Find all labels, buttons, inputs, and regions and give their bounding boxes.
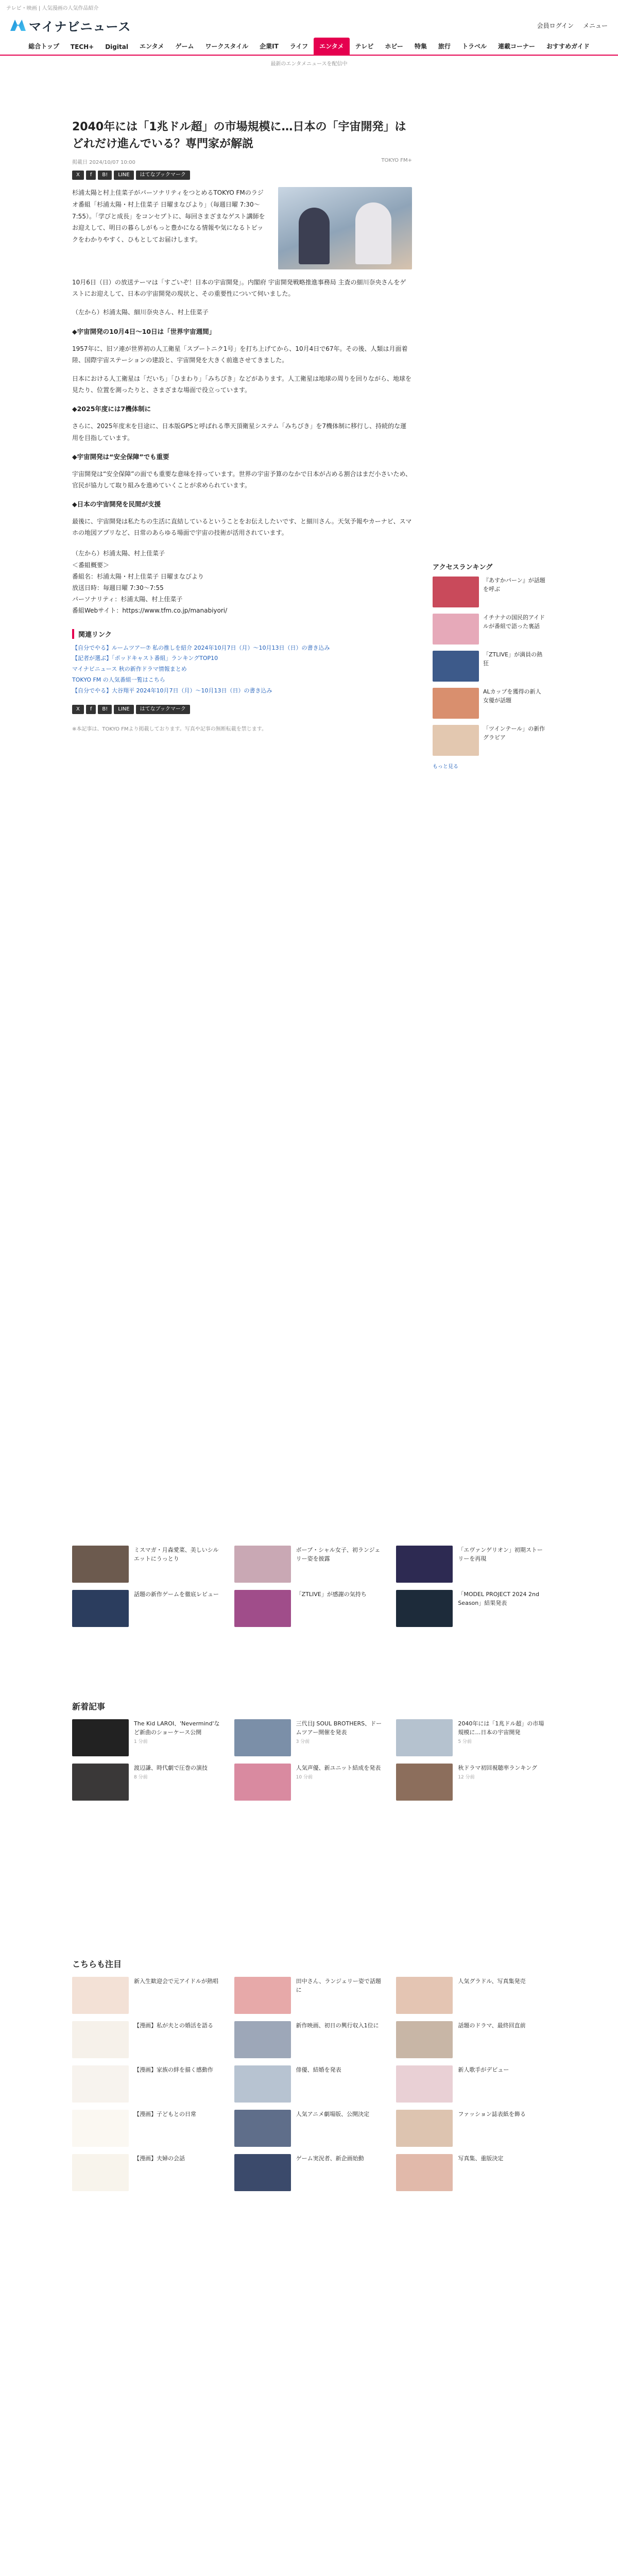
article-card[interactable] xyxy=(72,1590,222,1627)
article-card[interactable] xyxy=(72,1977,222,2014)
card-thumbnail xyxy=(234,2110,291,2147)
ranking-title: 「ZTLIVE」が満員の熱狂 xyxy=(483,651,543,667)
card-thumbnail xyxy=(396,1719,453,1756)
new-articles-grid xyxy=(72,1719,546,1801)
card-title: The Kid LAROI、'Nevermind'など新曲のショーケース公開 xyxy=(134,1720,220,1736)
card-thumbnail xyxy=(72,1977,129,2014)
nav-item[interactable]: ライフ xyxy=(289,43,308,50)
card-text xyxy=(458,1977,525,2014)
article-card[interactable] xyxy=(396,1977,546,2014)
card-thumbnail xyxy=(234,2021,291,2058)
new-articles-title: 新着記事 xyxy=(72,1702,106,1711)
article-photo xyxy=(278,187,412,269)
card-title: 「ZTLIVE」が感謝の気持ち xyxy=(296,1591,367,1598)
article-card[interactable] xyxy=(234,1719,384,1756)
card-title: 「エヴァンゲリオン」初期ストーリーを再現 xyxy=(458,1547,543,1563)
sidebar xyxy=(433,118,546,770)
card-thumbnail xyxy=(234,1719,291,1756)
article-card[interactable] xyxy=(234,2110,384,2147)
card-thumbnail xyxy=(234,1546,291,1583)
card-text xyxy=(296,1764,381,1801)
related-link[interactable]: TOKYO FM の人気番組一覧はこちら xyxy=(72,676,165,684)
article-heading: ◆宇宙開発は“安全保障”でも重要 xyxy=(72,452,169,461)
share-button[interactable]: X xyxy=(72,171,84,180)
card-thumbnail xyxy=(72,2065,129,2103)
ranking-thumbnail xyxy=(433,577,479,607)
article-paragraph: 10月6日（日）の放送テーマは「すごいぞ！日本の宇宙開発」。内閣府 宇宙開発戦略推進事務局 主査の細川奈央さんをゲストにお迎えして、日本の宇宙開発の現状と、その重要性について伺いました。 xyxy=(72,279,406,298)
ranking-item[interactable] xyxy=(433,725,546,756)
card-thumbnail xyxy=(396,1764,453,1801)
card-text xyxy=(458,2154,503,2191)
card-thumbnail xyxy=(396,2065,453,2103)
nav-item[interactable]: ワークスタイル xyxy=(205,43,249,50)
nav-item[interactable]: おすすめガイド xyxy=(546,43,590,50)
share-button[interactable]: f xyxy=(86,171,96,180)
related-link[interactable]: 【自分でやる】大谷翔平 2024年10月7日（月）～10月13日（日）の書き込み xyxy=(72,687,272,694)
card-title: 三代目J SOUL BROTHERS、ドームツアー開催を発表 xyxy=(296,1720,382,1736)
ranking-item[interactable] xyxy=(433,614,546,645)
card-title: ゲーム実況者、新企画始動 xyxy=(296,2155,364,2162)
article-card[interactable] xyxy=(72,1719,222,1756)
credit-line: ＜番組概要＞ xyxy=(72,561,110,569)
card-thumbnail xyxy=(72,2110,129,2147)
topbar xyxy=(0,0,618,14)
card-thumbnail xyxy=(234,1764,291,1801)
article-card[interactable] xyxy=(396,1719,546,1756)
logo-text: マイナビニュース xyxy=(29,19,131,34)
share-buttons xyxy=(72,171,412,180)
ranking-item[interactable] xyxy=(433,688,546,719)
recommend-section xyxy=(72,1546,546,1627)
ranking-title: イチナナの国民的アイドルが番組で語った裏話 xyxy=(483,614,545,630)
credit-line: 番組Webサイト：https://www.tfm.co.jp/manabiyori/ xyxy=(72,607,228,615)
credit-line: 放送日時：毎週日曜 7:30～7:55 xyxy=(72,584,164,591)
credit-line: 番組名：杉浦太陽・村上佳菜子 日曜まなびより xyxy=(72,572,204,580)
site-logo[interactable] xyxy=(10,16,131,35)
ranking-item[interactable] xyxy=(433,577,546,607)
nav-item[interactable]: 連載コーナー xyxy=(497,43,535,50)
nav-item[interactable]: Digital xyxy=(105,43,128,50)
card-title: 人気アニメ劇場版、公開決定 xyxy=(296,2111,370,2117)
header-actions xyxy=(537,21,608,30)
nav-item[interactable]: 旅行 xyxy=(438,43,451,50)
card-text xyxy=(134,1764,208,1801)
card-text xyxy=(458,2021,525,2058)
site-header xyxy=(0,14,618,36)
card-thumbnail xyxy=(72,2154,129,2191)
card-text xyxy=(458,2065,509,2103)
related-list xyxy=(72,643,412,697)
card-text xyxy=(296,2065,341,2103)
article-card[interactable] xyxy=(234,1546,384,1583)
program-credits xyxy=(72,548,412,616)
card-thumbnail xyxy=(72,1764,129,1801)
related-links xyxy=(72,629,412,697)
card-title: 写真集、重版決定 xyxy=(458,2155,504,2162)
card-thumbnail xyxy=(396,2154,453,2191)
nav-item[interactable]: エンタメ xyxy=(139,43,164,50)
card-title: ボーブ・シャル女子、初ランジェリー姿を披露 xyxy=(296,1547,381,1563)
article-card[interactable] xyxy=(234,1590,384,1627)
card-title: 【漫画】夫婦の会話 xyxy=(134,2155,185,2162)
ranking-list xyxy=(433,577,546,756)
article-intro xyxy=(72,187,412,269)
article-card[interactable] xyxy=(234,1764,384,1801)
login-link[interactable]: 会員ログイン xyxy=(537,22,574,29)
card-thumbnail xyxy=(234,1590,291,1627)
ranking-thumbnail xyxy=(433,688,479,719)
article-note: ※本記事は、TOKYO FMより掲載しております。写真や記事の無断転載を禁じます。 xyxy=(72,726,267,733)
card-title: 田中さん、ランジェリー姿で話題に xyxy=(296,1978,381,1994)
nav-item[interactable]: 総合トップ xyxy=(28,43,59,50)
nav-item[interactable]: TECH+ xyxy=(70,43,94,50)
card-title: 新作映画、初日の興行収入1位に xyxy=(296,2022,379,2029)
card-text xyxy=(296,2154,364,2191)
share-button[interactable]: LINE xyxy=(114,705,133,714)
card-text xyxy=(134,1977,218,2014)
ranking-title: ALカップを獲得の新人女優が話題 xyxy=(483,688,541,704)
nav-item[interactable]: ゲーム xyxy=(175,43,194,50)
article-card[interactable] xyxy=(396,2065,546,2103)
article-card[interactable] xyxy=(396,1590,546,1627)
credit-line: （左から）杉浦太陽、村上佳菜子 xyxy=(72,550,165,557)
card-text xyxy=(458,2110,526,2147)
card-title: 俳優、結婚を発表 xyxy=(296,2066,341,2073)
card-text xyxy=(296,2021,379,2058)
card-text xyxy=(296,2110,369,2147)
card-title: 秋ドラマ初回視聴率ランキング xyxy=(458,1765,537,1771)
related-link[interactable]: 【記者が選ぶ】「ポッドキャスト番組」ランキングTOP10 xyxy=(72,655,218,662)
topbar-text: テレビ・映画 | 人気漫画の人気作品紹介 xyxy=(6,5,99,11)
card-thumbnail xyxy=(234,2154,291,2191)
card-thumbnail xyxy=(72,2021,129,2058)
article-card[interactable] xyxy=(234,2065,384,2103)
related-link[interactable]: 【自分でやる】ルームツアー⑦ 私の推しを紹介 2024年10月7日（月）～10月13日（日）の書き込み xyxy=(72,644,330,651)
article-card[interactable] xyxy=(72,2065,222,2103)
card-text xyxy=(134,2110,196,2147)
card-title: 【漫画】私が夫との婚活を語る xyxy=(134,2022,213,2029)
card-date: 10 分前 xyxy=(296,1775,313,1781)
article-meta xyxy=(72,158,412,165)
article-card[interactable] xyxy=(396,2021,546,2058)
article-card[interactable] xyxy=(72,1764,222,1801)
menu-button[interactable]: メニュー xyxy=(582,22,608,29)
ranking-thumbnail xyxy=(433,614,479,645)
card-thumbnail xyxy=(396,1590,453,1627)
article-paragraph: さらに、2025年度末を目途に、日本版GPSと呼ばれる準天頂衛星システム「みちびき」を7機体制に移行し、持続的な運用を目指しています。 xyxy=(72,422,407,442)
card-thumbnail xyxy=(234,1977,291,2014)
nav-item[interactable]: 特集 xyxy=(414,43,427,50)
card-thumbnail xyxy=(72,1590,129,1627)
card-thumbnail xyxy=(72,1719,129,1756)
card-title: 渡辺謙、時代劇で圧巻の演技 xyxy=(134,1765,208,1771)
article-heading: ◆日本の宇宙開発を民間が支援 xyxy=(72,500,161,509)
share-buttons-bottom xyxy=(72,705,412,714)
nav-item[interactable]: エンタメ xyxy=(314,38,350,55)
credit-line: パーソナリティ：杉浦太陽、村上佳菜子 xyxy=(72,596,183,603)
nav-item[interactable]: トラベル xyxy=(461,43,487,50)
card-text xyxy=(134,1546,222,1583)
share-button[interactable]: はてなブックマーク xyxy=(136,705,190,714)
article-card[interactable] xyxy=(234,2021,384,2058)
card-title: 話題の新作ゲームを徹底レビュー xyxy=(134,1591,219,1598)
share-button[interactable]: B! xyxy=(98,705,112,714)
card-title: 人気声優、新ユニット結成を発表 xyxy=(296,1765,381,1771)
card-date: 12 分前 xyxy=(458,1775,475,1781)
article-title: 2040年には「1兆ドル超」の市場規模に…日本の「宇宙開発」はどれだけ進んでいる？専門家が解説 xyxy=(72,121,406,150)
article-card[interactable] xyxy=(234,1977,384,2014)
article-paragraph: 1957年に、旧ソ連が世界初の人工衛星「スプートニク1号」を打ち上げてから、10月4日で67年。その後、人類は月面着陸、国際宇宙ステーションの建設と、宇宙開発を大きく前進させてきました。 xyxy=(72,345,408,364)
card-title: 人気グラドル、写真集発売 xyxy=(458,1978,526,1985)
card-title: 新人歌手がデビュー xyxy=(458,2066,509,2073)
article xyxy=(72,118,412,732)
article-card[interactable] xyxy=(72,2154,222,2191)
attention-section xyxy=(72,1958,546,2191)
share-button[interactable]: はてなブックマーク xyxy=(136,171,190,180)
attention-title: こちらも注目 xyxy=(72,1959,122,1969)
card-thumbnail xyxy=(234,2065,291,2103)
recommend-grid xyxy=(72,1546,546,1627)
card-date: 5 分前 xyxy=(458,1739,472,1745)
card-title: 2040年には「1兆ドル超」の市場規模に…日本の宇宙開発 xyxy=(458,1720,544,1736)
article-card[interactable] xyxy=(72,2110,222,2147)
article-heading: ◆2025年度には7機体制に xyxy=(72,405,151,413)
intro-text: 杉浦太陽と村上佳菜子がパーソナリティをつとめるTOKYO FMのラジオ番組「杉浦太陽・村上佳菜子 日曜まなびより」（毎週日曜 7:30～7:55）。「学びと成長」をコンセプトに、毎回さまざまなゲスト講師をお迎えして、明日の暮らしがもっと豊かになる情報や気になるトピックをわかりやすく、ひもとしてお届けします。 xyxy=(72,189,265,244)
card-text xyxy=(296,1719,384,1756)
card-date: 3 分前 xyxy=(296,1739,310,1745)
article-source: TOKYO FM+ xyxy=(381,158,412,163)
attention-grid xyxy=(72,1977,546,2191)
article-card[interactable] xyxy=(396,1546,546,1583)
card-thumbnail xyxy=(396,2110,453,2147)
article-caption: （左から）杉浦太陽、細川奈央さん、村上佳菜子 xyxy=(72,309,209,316)
card-thumbnail xyxy=(396,1977,453,2014)
card-text xyxy=(458,1719,546,1756)
article-paragraph: 宇宙開発は“安全保障”の面でも重要な意味を持っています。世界の宇宙予算のなかで日本が占める割合はまだ小さいため、官民が協力して取り組みを進めていくことが求められています。 xyxy=(72,470,411,489)
card-thumbnail xyxy=(396,1546,453,1583)
card-text xyxy=(458,1764,537,1801)
ranking-title: 『あすかパーン』が話題を呼ぶ xyxy=(483,577,545,592)
related-title: 関連リンク xyxy=(72,629,412,639)
ranking-thumbnail xyxy=(433,651,479,682)
article-heading: ◆宇宙開発の10月4日～10日は「世界宇宙週間」 xyxy=(72,327,216,335)
article-body xyxy=(72,277,412,617)
card-text xyxy=(134,2021,213,2058)
article-card[interactable] xyxy=(72,2021,222,2058)
card-text xyxy=(458,1546,546,1583)
card-text xyxy=(296,1590,367,1627)
nav-item[interactable]: ホビー xyxy=(385,43,403,50)
card-title: 新入生歓迎会で元アイドルが熱唱 xyxy=(134,1978,219,1985)
related-link[interactable]: マイナビニュース 秋の新作ドラマ情報まとめ xyxy=(72,666,187,673)
card-text xyxy=(296,1977,384,2014)
ranking-item[interactable] xyxy=(433,651,546,682)
card-date: 1 分前 xyxy=(134,1739,148,1745)
share-button[interactable]: LINE xyxy=(114,171,133,180)
ranking-more-link[interactable]: もっと見る xyxy=(433,764,458,770)
article-paragraph: 最後に、宇宙開発は私たちの生活に直結しているということをお伝えしたいです、と細川さん。天気予報やカーナビ、スマホの地図アプリなど、日常のあらゆる場面で宇宙の技術が活用されています。 xyxy=(72,518,412,537)
nav-item[interactable]: テレビ xyxy=(355,43,374,50)
article-card[interactable] xyxy=(396,2154,546,2191)
card-text xyxy=(134,2154,185,2191)
ranking-title: アクセスランキング xyxy=(433,564,493,571)
share-button[interactable]: B! xyxy=(98,171,112,180)
article-card[interactable] xyxy=(234,2154,384,2191)
card-title: 話題のドラマ、最終回直前 xyxy=(458,2022,526,2029)
subnav-text: 最新のエンタメニュースを配信中 xyxy=(270,61,348,67)
logo-mark-icon xyxy=(10,20,26,31)
article-paragraph: 日本における人工衛星は「だいち」「ひまわり」「みちびき」などがあります。人工衛星は地球の周りを回りながら、地球を見たり、位置を測ったりと、さまざまな場面で役立っています。 xyxy=(72,375,412,394)
card-thumbnail xyxy=(72,1546,129,1583)
sub-nav xyxy=(0,56,618,70)
ranking-thumbnail xyxy=(433,725,479,756)
global-nav xyxy=(0,36,618,56)
card-title: 【漫画】子どもとの日常 xyxy=(134,2111,196,2117)
card-text xyxy=(458,1590,546,1627)
card-text xyxy=(134,1719,222,1756)
article-card[interactable] xyxy=(396,2110,546,2147)
article-date: 掲載日 2024/10/07 10:00 xyxy=(72,160,135,165)
card-title: ミスマガ・月森愛菜、美しいシルエットにうっとり xyxy=(134,1547,219,1563)
article-card[interactable] xyxy=(396,1764,546,1801)
share-button[interactable]: f xyxy=(86,705,96,714)
article-card[interactable] xyxy=(72,1546,222,1583)
nav-item[interactable]: 企業IT xyxy=(260,43,279,50)
card-title: ファッション誌表紙を飾る xyxy=(458,2111,526,2117)
card-text xyxy=(134,2065,213,2103)
card-text xyxy=(296,1546,384,1583)
share-button[interactable]: X xyxy=(72,705,84,714)
ranking-title: 「ツインテール」の新作グラビア xyxy=(483,725,545,741)
card-date: 8 分前 xyxy=(134,1775,148,1781)
card-title: 「MODEL PROJECT 2024 2nd Season」結果発表 xyxy=(458,1591,539,1607)
new-articles-section xyxy=(72,1700,546,1801)
card-thumbnail xyxy=(396,2021,453,2058)
card-text xyxy=(134,1590,219,1627)
card-title: 【漫画】家族の絆を描く感動作 xyxy=(134,2066,213,2073)
